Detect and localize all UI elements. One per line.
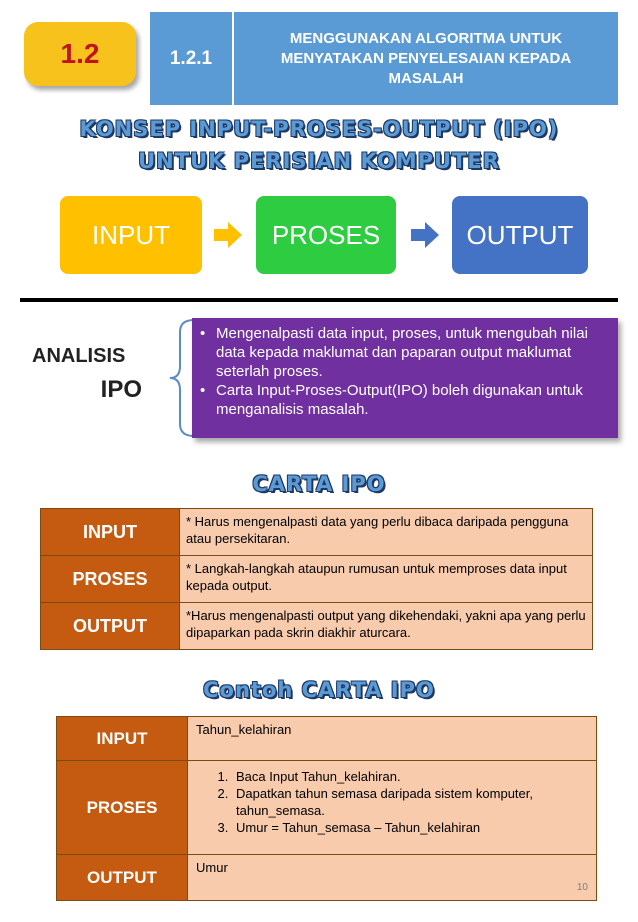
analisis-label-line2: IPO [100,376,142,403]
carta-ipo-table [40,508,593,650]
row-value [188,855,597,901]
analisis-label-line1: ANALISIS [32,345,126,367]
table-row [41,509,593,556]
row-value [188,761,597,855]
proses-step: 3. Umur = Tahun_semasa – Tahun_kelahiran [232,819,588,836]
row-value: Tahun_kelahiran [188,717,597,761]
row-value: * Harus mengenalpasti data yang perlu dibaca daripada pengguna atau persekitaran. [180,509,593,556]
contoh-ipo-table [56,716,597,901]
table-row [41,556,593,603]
proses-step: 2. Dapatkan tahun semasa daripada sistem komputer, tahun_semasa. [232,785,588,819]
row-value: * Langkah-langkah ataupun rumusan untuk memproses data input kepada output. [180,556,593,603]
table-row [57,761,597,855]
contoh-title: Contoh CARTA IPO [203,678,435,702]
ipo-input-box: INPUT [60,196,202,274]
row-key: INPUT [57,717,188,761]
arrow-right-icon [214,222,242,248]
row-value: *Harus mengenalpasti output yang dikehendaki, yakni apa yang perlu dipaparkan pada skrin diakhir aturcara. [180,603,593,650]
arrow-right-icon [411,222,439,248]
heading-line2: UNTUK PERISIAN KOMPUTER [138,149,500,173]
output-value: Umur [196,860,228,875]
analisis-label [32,345,142,404]
row-key: INPUT [41,509,180,556]
table-row [41,603,593,650]
row-key: PROSES [57,761,188,855]
row-key: OUTPUT [41,603,180,650]
ipo-output-box: OUTPUT [452,196,588,274]
page-number: 10 [576,882,588,893]
row-key: PROSES [41,556,180,603]
divider-line [20,298,618,302]
ipo-proses-box: PROSES [256,196,396,274]
table-row [57,855,597,901]
analisis-bullet: • Carta Input-Proses-Output(IPO) boleh digunakan untuk menganalisis masalah. [200,381,608,419]
carta-ipo-title: CARTA IPO [252,472,386,496]
analisis-bullet: • Mengenalpasti data input, proses, untuk mengubah nilai data kepada maklumat dan paparan output maklumat seterlah proses. [200,324,608,381]
analisis-description [192,318,618,438]
heading-line1: KONSEP INPUT-PROSES-OUTPUT (IPO) [79,117,559,141]
section-badge: 1.2 [24,22,136,86]
subsection-title: MENGGUNAKAN ALGORITMA UNTUK MENYATAKAN PENYELESAIAN KEPADA MASALAH [234,12,618,105]
table-row [57,717,597,761]
row-key: OUTPUT [57,855,188,901]
subsection-code: 1.2.1 [150,12,232,105]
proses-step: 1. Baca Input Tahun_kelahiran. [232,768,588,785]
